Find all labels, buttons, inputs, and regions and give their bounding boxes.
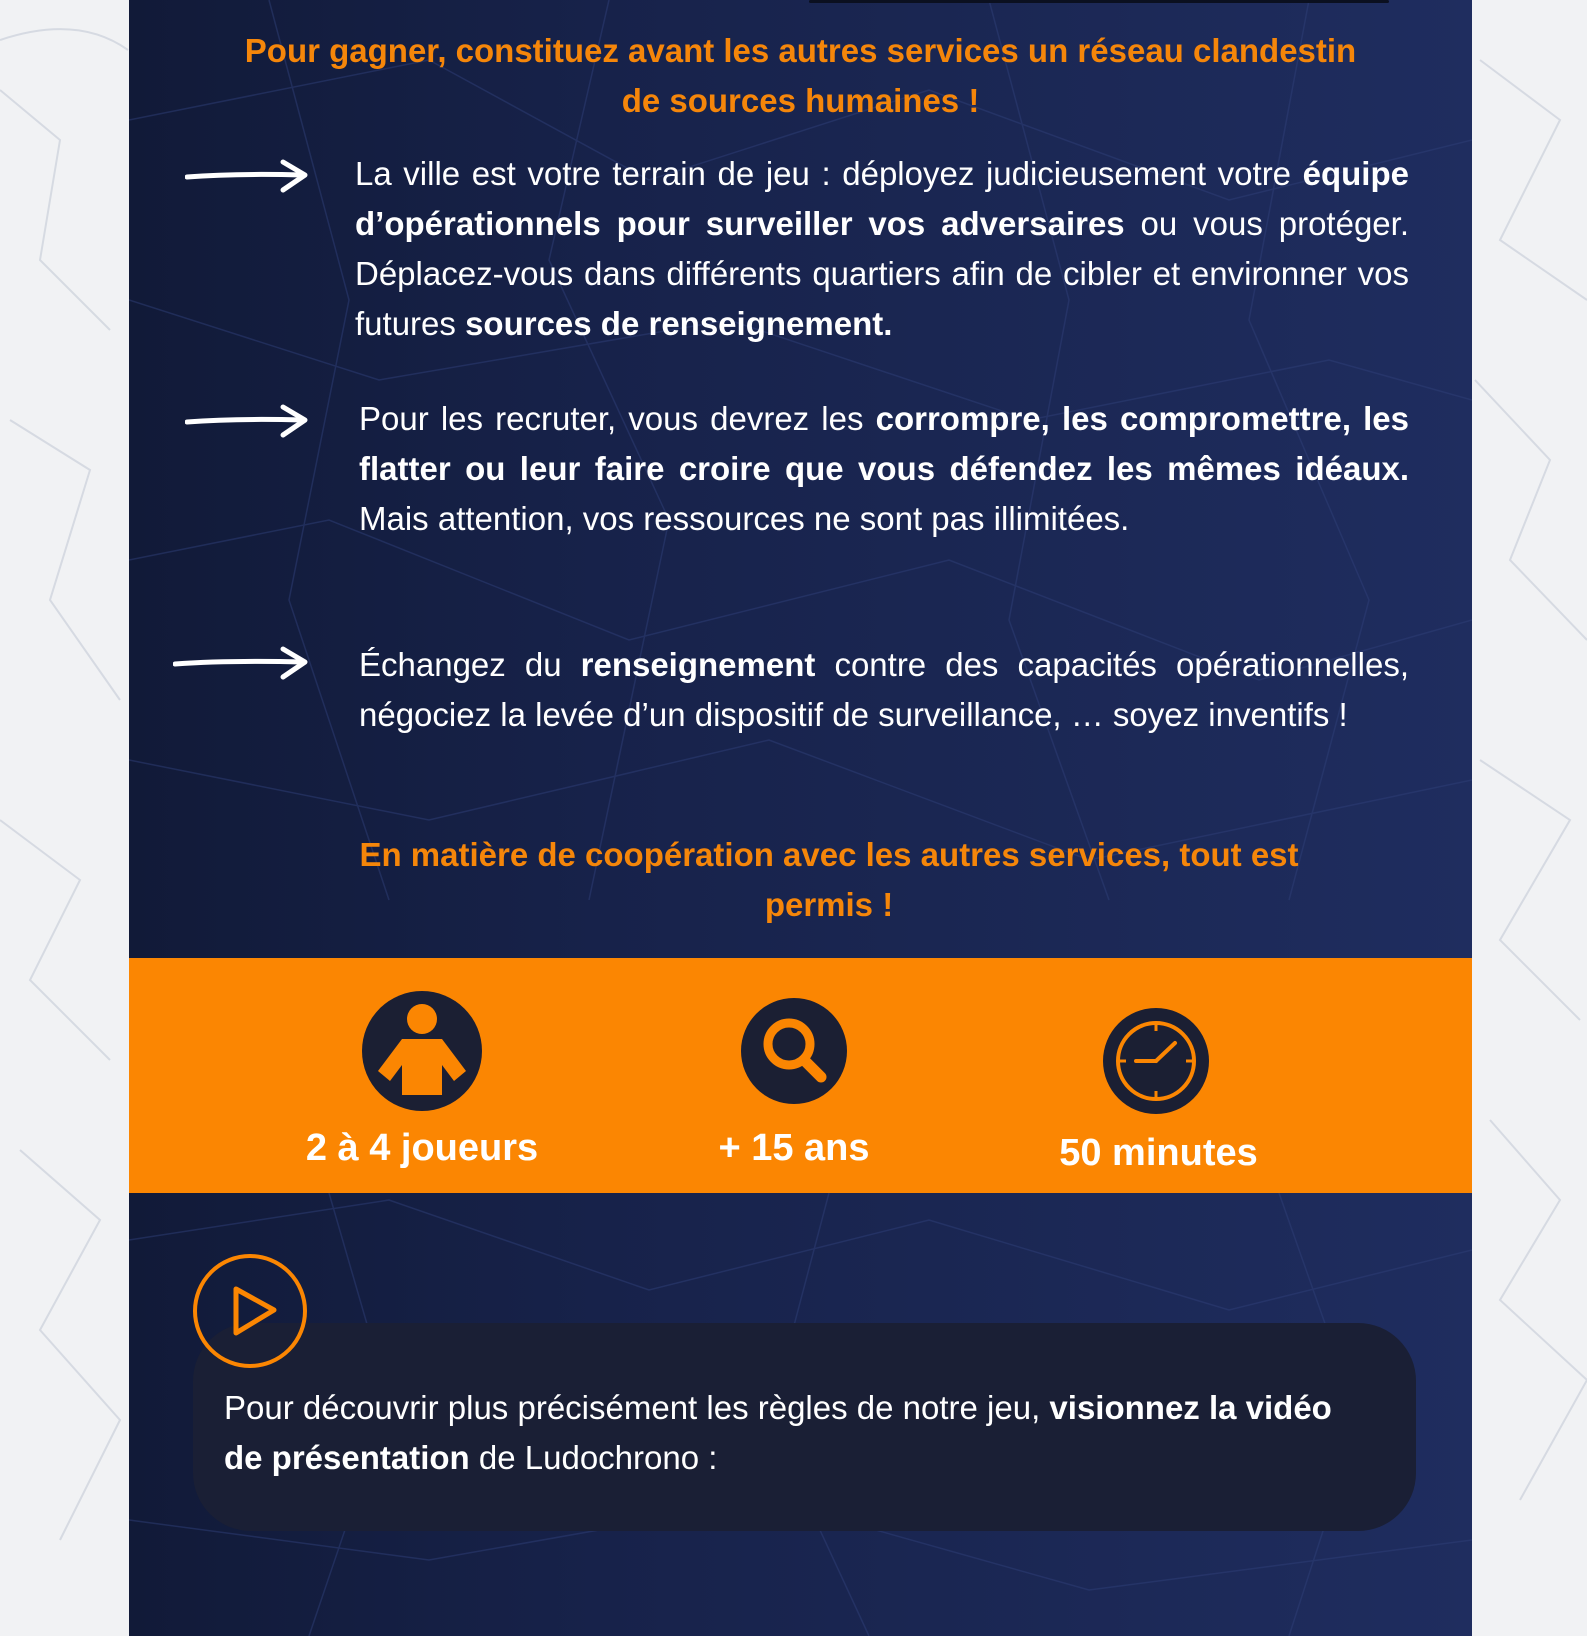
person-icon xyxy=(362,991,482,1111)
bold-text-segment: sources de renseignement. xyxy=(465,305,893,342)
bullet-paragraph-1 xyxy=(355,149,1409,349)
arrow-right-icon xyxy=(173,645,309,681)
text-segment: contre des capacités opérationnelles, négociez la levée d’un dispositif de surveillance, … soyez inventifs ! xyxy=(359,646,1409,733)
text-segment: ou vous protéger. Déplacez-vous dans différents quartiers afin de cibler et environner vos futures xyxy=(355,205,1409,342)
bullet-paragraph-3 xyxy=(359,640,1409,740)
arrow-right-icon xyxy=(185,403,309,439)
bold-text-segment: visionnez la vidéo de présentation xyxy=(224,1389,1332,1476)
duration-label: 50 minutes xyxy=(1059,1132,1258,1174)
text-segment: Échangez du xyxy=(359,646,581,683)
top-divider xyxy=(809,0,1389,3)
headline-cooperation: En matière de coopération avec les autres services, tout est permis ! xyxy=(359,836,1299,923)
bold-text-segment: équipe d’opérationnels pour surveiller vos adversaires xyxy=(355,155,1409,242)
magnifier-icon xyxy=(741,998,847,1104)
game-info-band xyxy=(129,958,1472,1193)
bullet-paragraph-2 xyxy=(359,394,1409,544)
text-segment: de Ludochrono : xyxy=(469,1439,718,1476)
headline-top: Pour gagner, constituez avant les autres services un réseau clandestin de sources humaines ! xyxy=(244,32,1357,119)
bold-text-segment: renseignement xyxy=(580,646,816,683)
content-panel xyxy=(129,0,1472,1636)
play-icon[interactable] xyxy=(192,1253,308,1369)
players-label: 2 à 4 joueurs xyxy=(305,1127,539,1169)
arrow-right-icon xyxy=(185,158,309,194)
bold-text-segment: corrompre, les compromettre, les flatter ou leur faire croire que vous défendez les mêmes idéaux. xyxy=(359,400,1409,487)
text-segment: Mais attention, vos ressources ne sont pas illimitées. xyxy=(359,500,1130,537)
video-description xyxy=(224,1383,1374,1483)
text-segment: La ville est votre terrain de jeu : déployez judicieusement votre xyxy=(355,155,1303,192)
clock-icon xyxy=(1103,1008,1209,1114)
age-label: + 15 ans xyxy=(718,1127,870,1169)
text-segment: Pour découvrir plus précisément les règles de notre jeu, xyxy=(224,1389,1050,1426)
text-segment: Pour les recruter, vous devrez les xyxy=(359,400,876,437)
